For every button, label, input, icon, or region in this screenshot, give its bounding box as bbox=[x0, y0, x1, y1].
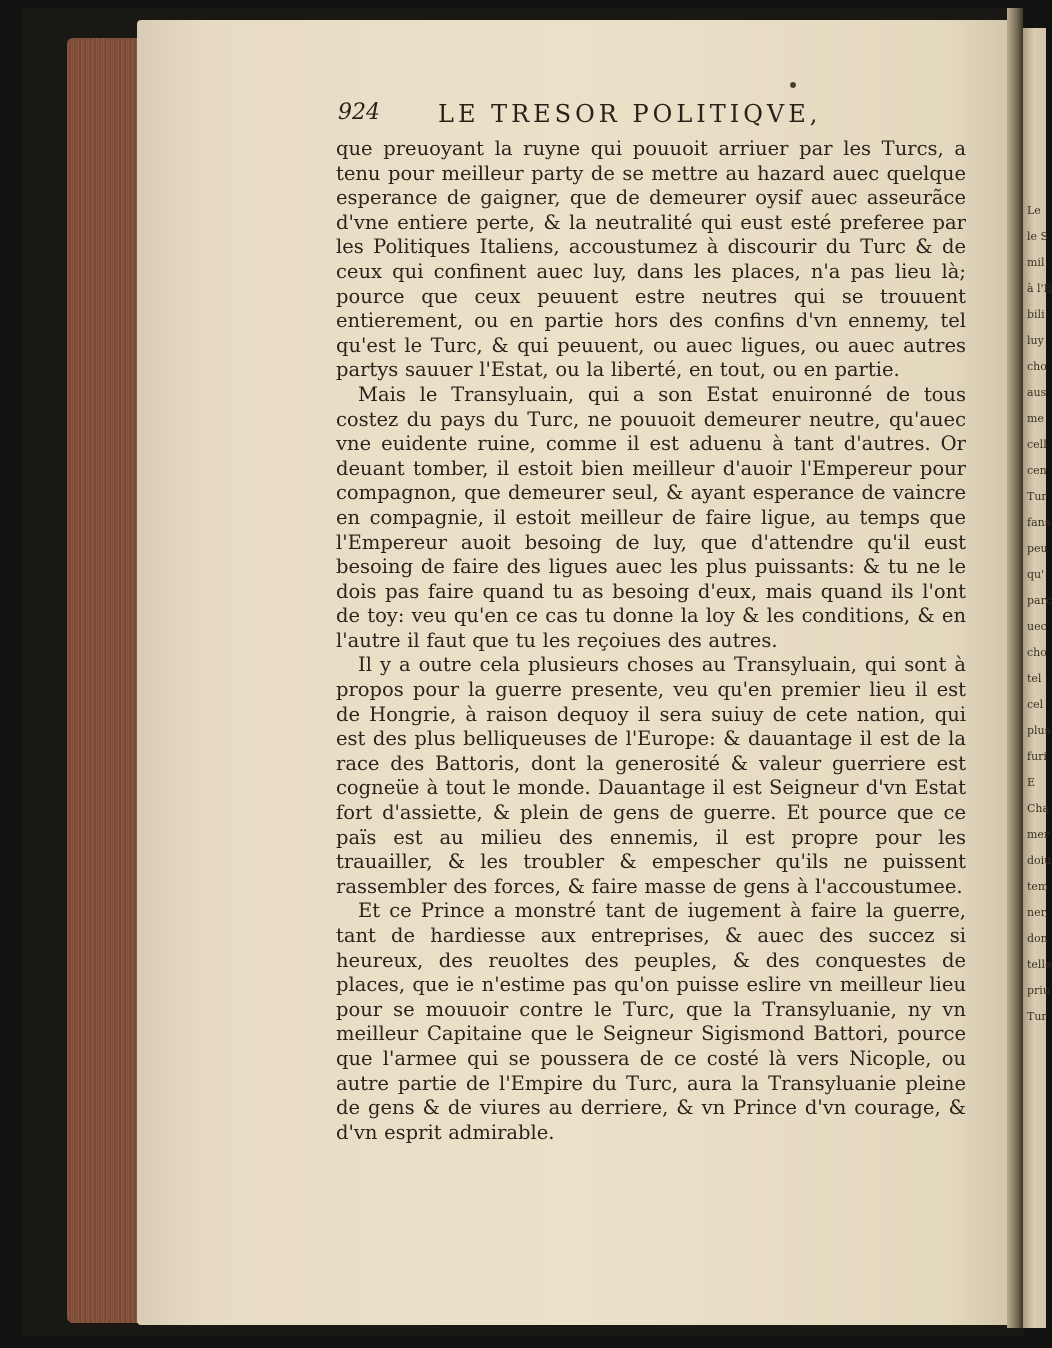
gutter bbox=[1007, 8, 1023, 1328]
running-title: LE TRESOR POLITIQVE, bbox=[438, 100, 822, 128]
paragraph-3: Il y a outre cela plusieurs choses au Transyluain, qui sont à propos pour la guerre presente, veu qu'en premier lieu il est de Hongrie, à raison dequoy il sera suiuy de cete nation, qui est des plus belliqueuses de l'Europe: & dauantage il est de la race des Battoris, dont la generosité & valeur guerriere est cogneüe à tout le monde. Dauantage il est Seigneur d'vn Estat fort d'assiette, & plein de gens de guerre. Et pource que ce païs est au milieu des ennemis, il est propre pour les trauailler, & les troubler & empescher qu'ils ne puissent rassembler des forces, & faire masse de gens à l'accoustumee. bbox=[336, 653, 966, 898]
facing-page-fragment: priu bbox=[1027, 984, 1050, 997]
ink-dot bbox=[790, 82, 796, 88]
facing-page-fragment: Tur bbox=[1027, 1010, 1047, 1023]
facing-page-fragment: cel bbox=[1027, 698, 1044, 711]
facing-page-fragment: cho bbox=[1027, 360, 1047, 373]
facing-page-fragment: tel bbox=[1027, 672, 1042, 685]
facing-page-fragment: plus bbox=[1027, 724, 1051, 737]
facing-page-fragment: doiu bbox=[1027, 854, 1052, 867]
paragraph-1: que preuoyant la ruyne qui pouuoit arriuer par les Turcs, a tenu pour meilleur party de se mettre au hazard auec quelque esperance de gaigner, que de demeurer oysif auec asseurãce d'vne entiere perte, & la neutralité qui eust esté preferee par les Politiques Italiens, accoustumez à discourir du Turc & de ceux qui confinent auec luy, dans les places, n'a pas lieu là; pource que ceux peuuent estre neutres qui se trouuent entierement, ou en partie hors des confins d'vn ennemy, tel qu'est le Turc, & qui peuuent, ou auec ligues, ou auec autres partys sauuer l'Estat, ou la liberté, en tout, ou en partie. bbox=[336, 137, 966, 382]
body-text bbox=[336, 137, 966, 1145]
paragraph-4: Et ce Prince a monstré tant de iugement à faire la guerre, tant de hardiesse aux entreprises, & auec des succez si heureux, des reuoltes des peuples, & des conquestes de places, que ie n'estime pas qu'on puisse eslire vn meilleur lieu pour se mouuoir contre le Turc, que la Transyluanie, ny vn meilleur Capitaine que le Seigneur Sigismond Battori, pource que l'armee qui se poussera de ce costé là vers Nicople, ou autre partie de l'Empire du Turc, aura la Transyluanie pleine de gens & de viures au derriere, & vn Prince d'vn courage, & d'vn esprit admirable. bbox=[336, 899, 966, 1144]
facing-page-fragment: Tur bbox=[1027, 490, 1047, 503]
facing-page-fragment: le S bbox=[1027, 230, 1049, 243]
facing-page-fragment: E bbox=[1027, 776, 1036, 789]
facing-page-fragment: luy bbox=[1027, 334, 1044, 347]
facing-page-fragment: Cha bbox=[1027, 802, 1050, 815]
facing-page-fragment: à l'E bbox=[1027, 282, 1052, 295]
facing-page-fragment: aus bbox=[1027, 386, 1047, 399]
facing-page-fragment: bili bbox=[1027, 308, 1045, 321]
facing-page-fragment: peu bbox=[1027, 542, 1048, 555]
facing-page-fragment: mer bbox=[1027, 828, 1050, 841]
facing-page-fragment: don bbox=[1027, 932, 1048, 945]
facing-page-fragment: cell bbox=[1027, 438, 1047, 451]
facing-page-fragment: furi bbox=[1027, 750, 1047, 763]
facing-page-edge bbox=[1023, 28, 1052, 1328]
facing-page-fragment: telle bbox=[1027, 958, 1052, 971]
facing-page-fragment: cho bbox=[1027, 646, 1047, 659]
facing-page-fragment: mil bbox=[1027, 256, 1045, 269]
facing-page-fragment: Le bbox=[1027, 204, 1041, 217]
facing-page-fragment: me bbox=[1027, 412, 1044, 425]
paragraph-2: Mais le Transyluain, qui a son Estat enuironné de tous costez du pays du Turc, ne pouuoit demeurer neutre, qu'auec vne euidente ruine, comme il est aduenu à tant d'autres. Or deuant tomber, il estoit bien meilleur d'auoir l'Empereur pour compagnon, que demeurer seul, & ayant esperance de vaincre en compagnie, il estoit meilleur de faire ligue, au temps que l'Empereur auoit besoing de luy, que d'attendre qu'il eust besoing de faire des ligues auec les plus puissants: & tu ne le dois pas faire quand tu as besoing d'eux, mais quand ils l'ont de toy: veu qu'en ce cas tu donne la loy & les conditions, & en l'autre il faut que tu les reçoiues des autres. bbox=[336, 382, 966, 652]
facing-page-fragment: fans bbox=[1027, 516, 1051, 529]
facing-page-fragment: uec bbox=[1027, 620, 1047, 633]
folio-number: 924 bbox=[338, 100, 380, 125]
facing-page-fragment: qu' bbox=[1027, 568, 1045, 581]
facing-page-fragment: cen bbox=[1027, 464, 1047, 477]
facing-page-fragment: parc bbox=[1027, 594, 1052, 607]
page-edges bbox=[67, 38, 145, 1323]
page-header bbox=[338, 100, 958, 136]
facing-page-fragment: tem bbox=[1027, 880, 1049, 893]
facing-page-fragment: ner, bbox=[1027, 906, 1049, 919]
